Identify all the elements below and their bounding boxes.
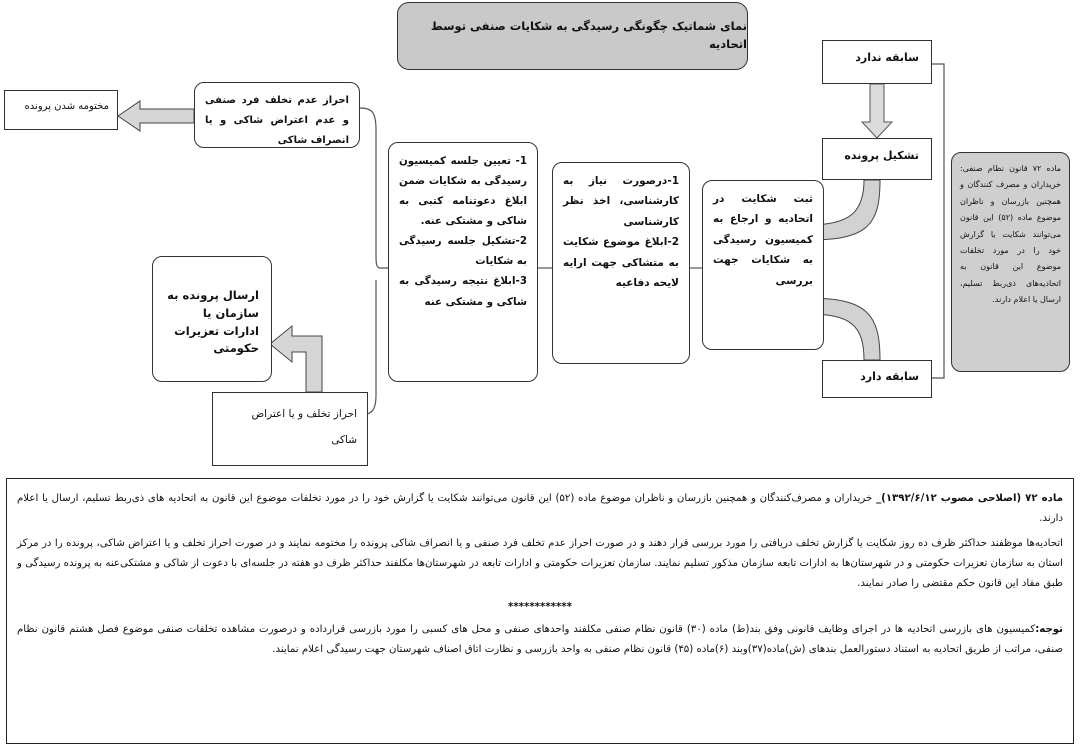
- article-text: خریداران و مصرف‌کنندگان و همچنین بازرسان و ناظران موضوع ماده (۵۲) این قانون می‌توانند شکایت یا گزارش خود را در مورد تخلفات موضوع این قانون به اتحادیه های ذی‌ربط تسلیم، ارسال یا اعلام دارند.: [17, 493, 1063, 524]
- down-arrow-icon: [862, 84, 892, 138]
- separator-stars: ************: [508, 602, 572, 614]
- violation-box: احراز تخلف و یا اعتراض شاکی: [212, 392, 368, 466]
- no-violation-box: احراز عدم تخلف فرد صنفی و عدم اعتراض شاکی و یا انصراف شاکی: [194, 82, 360, 148]
- file-creation-box: تشکیل پرونده: [822, 138, 932, 180]
- article-label: ماده ۷۲ (اصلاحی مصوب ۱۳۹۲/۶/۱۲)_: [876, 493, 1063, 504]
- brace-line: [360, 108, 388, 268]
- attention-text: کمیسیون های بازرسی اتحادیه ها در اجرای وظایف قانونی وفق بند(ط) ماده (۳۰) قانون نظام صنفی مکلفند واحدهای صنفی و محل های کسبی را مورد بازرسی قرارداده و درصورت مشاهده تخلفات صنفی موضوع فصل هشتم قانون نظام صنفی، مراتب از طریق اتحادیه به استناد دستورالعمل بندهای (ش)ماده(۳۷)وبند (۶)ماده (۴۵) قانون نظام صنفی به واحد بازرسی و نظارت اتاق اصناف شهرستان جهت رسیدگی اعلام نمایند.: [17, 624, 1063, 656]
- file-closed-box: مختومه شدن پرونده: [4, 90, 118, 130]
- no-history-box: سابقه ندارد: [822, 40, 932, 84]
- bent-arrow-icon: [270, 326, 322, 392]
- bracket-line: [930, 64, 944, 378]
- send-file-box: ارسال پرونده به سازمان یا ادارات تعزیرات حکومتی: [152, 256, 272, 382]
- expert-review-box: 1-درصورت نیاز به کارشناسی، اخذ نظر کارشناسی 2-ابلاغ موضوع شکایت به متشاکی جهت ارایه لایحه دفاعیه: [552, 162, 690, 364]
- attention-label: توجه:: [1035, 624, 1063, 636]
- commission-box: 1- تعیین جلسه کمیسیون رسیدگی به شکایات ضمن ابلاغ دعوتنامه کتبی به شاکی و مشتکی عنه. 2-تشکیل جلسه رسیدگی به شکایات 3-ابلاغ نتیجه رسیدگی به شاکی و مشتکی عنه: [388, 142, 538, 382]
- attention-paragraph: [17, 620, 1063, 660]
- duties-paragraph: اتحادیه‌ها موظفند حداکثر ظرف ده روز شکایت یا گزارش تخلف دریافتی را مورد بررسی قرار دهند و در صورت احراز عدم تخلف فرد صنفی و یا انصراف شاکی پرونده را مختومه نمایند و در صورت احراز تخلف و یا اعتراض شاکی، پرونده را در مرکز استان به سازمان تعزیرات حکومتی و در شهرستان‌ها به ادارات تابعه سازمان مذکور تسلیم نمایند. سازمان تعزیرات حکومتی و ادارات تابعه در شهرستان‌ها مکلفند حداکثر ظرف دو هفته در جلسه‌ای با دعوت از شاکی و مشتکی‌عنه به پرونده رسیدگی و طبق مفاد این قانون حکم مقتضی را صادر نمایند.: [17, 537, 1063, 589]
- has-history-box: سابقه دارد: [822, 360, 932, 398]
- register-complaint-box: ثبت شکایت در اتحادیه و ارجاع به کمیسیون رسیدگی به شکایات جهت بررسی: [702, 180, 824, 350]
- article-paragraph: [17, 489, 1063, 529]
- law-note-box: ماده ۷۲ قانون نظام صنفی: خریداران و مصرف کنندگان و همچنین بازرسان و ناظران موضوع ماده (۵۲) این قانون می‌توانند شکایت یا گزارش خود را در مورد تخلفات موضوع این قانون به اتحادیه‌های ذی‌ربط تسلیم، ارسال یا اعلام دارند.: [951, 152, 1070, 372]
- diagram-title: نمای شماتیک چگونگی رسیدگی به شکایات صنفی توسط اتحادیه: [397, 2, 748, 70]
- legal-text-box: [6, 478, 1074, 744]
- left-arrow-icon: [118, 101, 194, 131]
